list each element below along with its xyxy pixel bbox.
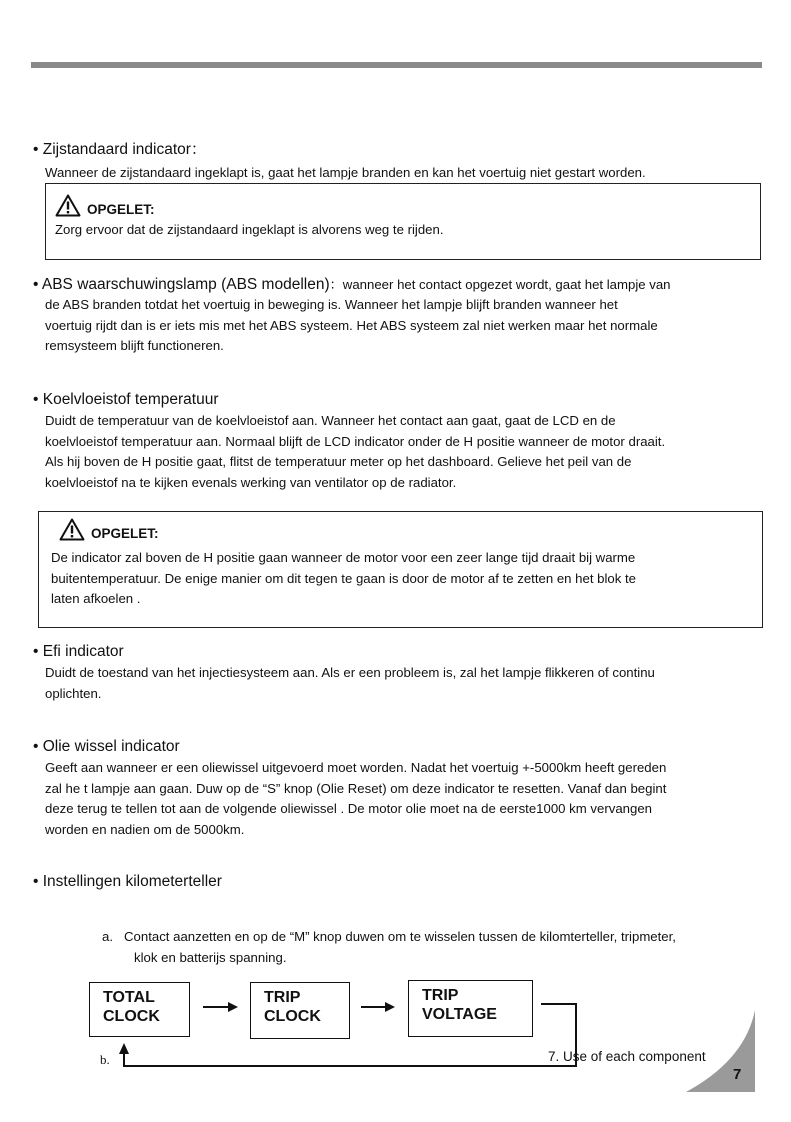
text-line: worden en nadien om de 5000km. bbox=[45, 821, 245, 837]
warning-label: OPGELET: bbox=[87, 202, 155, 217]
section-title-instellingen: • Instellingen kilometerteller bbox=[33, 873, 222, 890]
flow-box-line: TRIP bbox=[264, 989, 301, 1006]
text-line: Als hij boven de H positie gaat, flitst de temperatuur meter op het dashboard. Gelieve het peil van de bbox=[45, 454, 632, 469]
footer-caption: 7. Use of each component bbox=[548, 1049, 706, 1064]
text-line: Duidt de temperatuur van de koelvloeistof aan. Wanneer het contact aan gaat, gaat de LCD en de bbox=[45, 413, 616, 428]
text-line: zal he t lampje aan gaan. Duw op de “S” knop (Olie Reset) om deze indicator te resetten. Vanaf dan begint bbox=[45, 780, 667, 796]
text-line: voertuig rijdt dan is er iets mis met het ABS systeem. Het ABS systeem zal niet werken maar het normale bbox=[45, 317, 658, 333]
text-line: koelvloeistof na te kijken evenals werking van ventilator op de radiator. bbox=[45, 474, 457, 490]
section-abs-title-suffix: ：wanneer het contact opgezet wordt, gaat het lampje van bbox=[329, 277, 671, 292]
text-line: Duidt de toestand van het injectiesysteem aan. Als er een probleem is, zal het lampje flikkeren of continu bbox=[45, 665, 655, 680]
flow-box-line: CLOCK bbox=[264, 1008, 321, 1025]
section-title-efi: • Efi indicator bbox=[33, 643, 124, 660]
section-text-zijstandaard: Wanneer de zijstandaard ingeklapt is, gaat het lampje branden en kan het voertuig niet gestart worden. bbox=[45, 165, 646, 180]
text-line: koelvloeistof temperatuur aan. Normaal blijft de LCD indicator onder de H positie wanneer de motor draait. bbox=[45, 433, 666, 449]
text-line: laten afkoelen . bbox=[51, 591, 141, 606]
step-b-marker: b. bbox=[100, 1052, 110, 1067]
warning-text: Zorg ervoor dat de zijstandaard ingeklapt is alvorens weg te rijden. bbox=[55, 222, 444, 237]
page-number: 7 bbox=[733, 1066, 742, 1083]
text-line: Geeft aan wanneer er een oliewissel uitgevoerd moet worden. Nadat het voertuig +-5000km heeft gereden bbox=[45, 760, 667, 775]
flow-box-line: TOTAL bbox=[103, 989, 155, 1006]
text-line: de ABS branden totdat het voertuig in beweging is. Wanneer het lampje blijft branden wanneer het bbox=[45, 297, 618, 312]
text-line: remsysteem blijft functioneren. bbox=[45, 338, 224, 353]
text-line: deze terug te tellen tot aan de volgende oliewissel . De motor olie moet na de eerste1000 km vervangen bbox=[45, 801, 652, 816]
section-title-zijstandaard: • Zijstandaard indicator： bbox=[33, 141, 207, 158]
text-line: Contact aanzetten en op de “M” knop duwen om te wisselen tussen de kilomterteller, tripmeter, bbox=[124, 929, 676, 944]
flow-box-line: TRIP bbox=[422, 987, 459, 1004]
section-title-koelvloeistof: • Koelvloeistof temperatuur bbox=[33, 391, 219, 408]
warning-label: OPGELET: bbox=[91, 526, 159, 541]
section-title-abs: • ABS waarschuwingslamp (ABS modellen) bbox=[33, 276, 330, 293]
section-title-olie: • Olie wissel indicator bbox=[33, 738, 180, 755]
flow-box-line: VOLTAGE bbox=[422, 1006, 497, 1023]
text-line: De indicator zal boven de H positie gaan wanneer de motor voor een zeer lange tijd draait bij warme bbox=[51, 550, 636, 565]
text-line: oplichten. bbox=[45, 685, 102, 701]
text-line: klok en batterijs spanning. bbox=[134, 949, 287, 965]
flow-box-line: CLOCK bbox=[103, 1008, 160, 1025]
step-a-marker: a. bbox=[102, 929, 113, 944]
text-line: buitentemperatuur. De enige manier om dit tegen te gaan is door de motor af te zetten en het blok te bbox=[51, 570, 637, 586]
